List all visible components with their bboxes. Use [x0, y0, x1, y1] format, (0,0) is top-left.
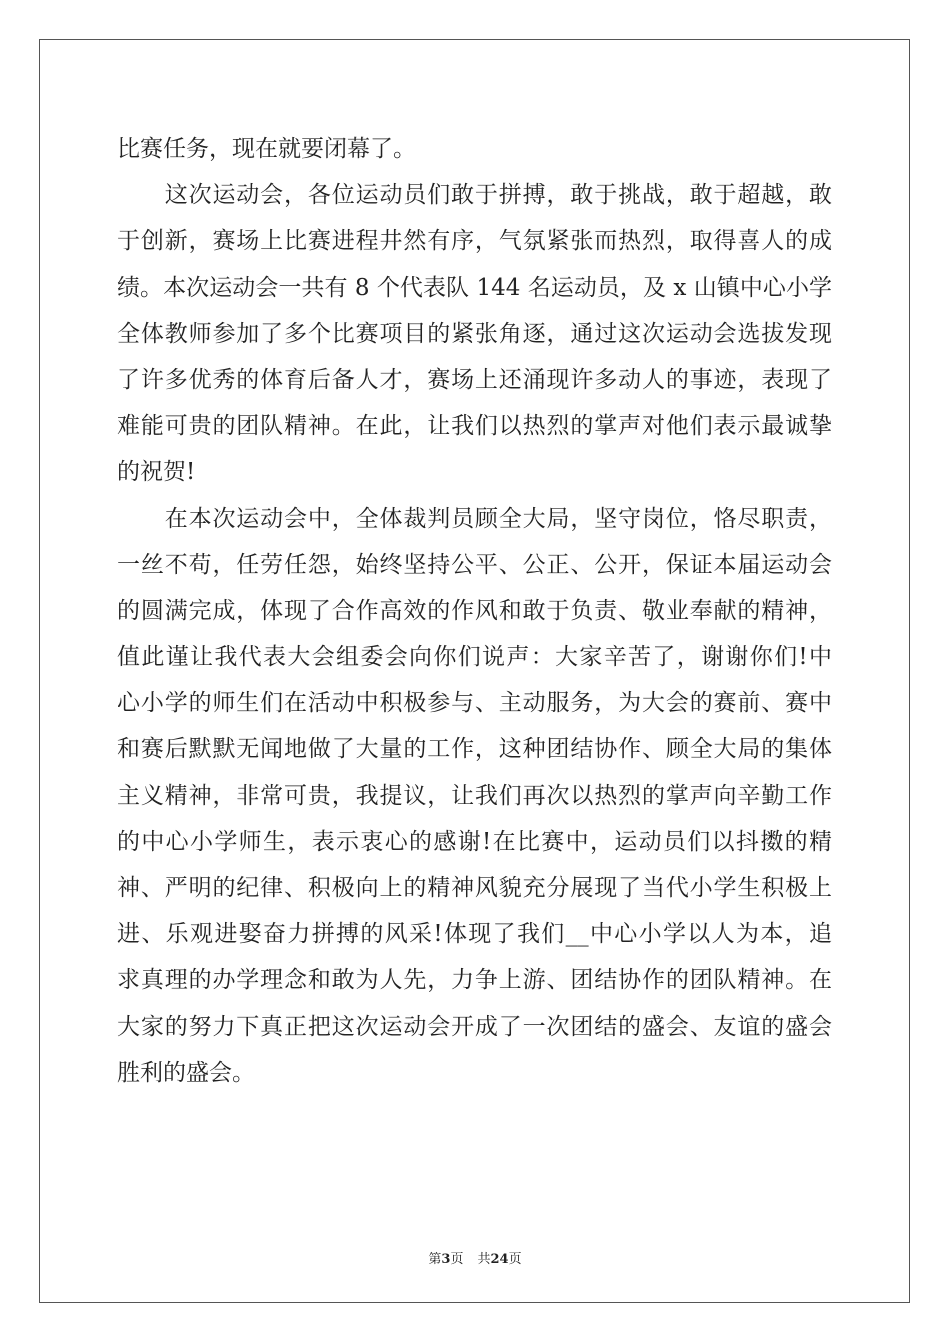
page-prefix: 第	[428, 1252, 442, 1267]
text-line: 在本次运动会中，全体裁判员顾全大局，坚守岗位，恪尽职责，	[117, 505, 832, 532]
text-line: 求真理的办学理念和敢为人先，力争上游、团结协作的团队精神。在	[117, 967, 832, 994]
total-suffix: 页	[508, 1252, 522, 1267]
total-prefix: 共	[477, 1252, 491, 1267]
text-line: 的祝贺!	[117, 459, 196, 486]
page-footer	[0, 1248, 950, 1267]
text-line: 难能可贵的团队精神。在此，让我们以热烈的掌声对他们表示最诚挚	[117, 413, 832, 440]
total-pages: 24	[490, 1252, 509, 1267]
text-line: 这次运动会，各位运动员们敢于拼搏，敢于挑战，敢于超越，敢	[117, 182, 832, 209]
text-line: 的中心小学师生，表示衷心的感谢!在比赛中，运动员们以抖擞的精	[117, 828, 832, 855]
text-line: 比赛任务，现在就要闭幕了。	[117, 136, 416, 162]
text-line: 绩。本次运动会一共有 8 个代表队 144 名运动员，及 x 山镇中心小学	[117, 274, 832, 301]
text-line: 了许多优秀的体育后备人才，赛场上还涌现许多动人的事迹，表现了	[117, 366, 832, 393]
text-line: 神、严明的纪律、积极向上的精神风貌充分展现了当代小学生积极上	[117, 875, 832, 901]
text-line: 值此谨让我代表大会组委会向你们说声：大家辛苦了，谢谢你们!中	[117, 644, 832, 671]
document-body	[117, 126, 832, 1096]
text-line: 胜利的盛会。	[117, 1059, 255, 1086]
text-line: 大家的努力下真正把这次运动会开成了一次团结的盛会、友谊的盛会	[117, 1013, 832, 1040]
text-line: 心小学的师生们在活动中积极参与、主动服务，为大会的赛前、赛中	[117, 690, 832, 717]
text-line: 全体教师参加了多个比赛项目的紧张角逐，通过这次运动会选拔发现	[117, 320, 832, 347]
text-line: 的圆满完成，体现了合作高效的作风和敢于负责、敬业奉献的精神，	[117, 597, 832, 624]
text-line: 一丝不苟，任劳任怨，始终坚持公平、公正、公开，保证本届运动会	[117, 551, 832, 578]
page-number: 3	[441, 1252, 451, 1267]
page-suffix: 页	[450, 1252, 464, 1267]
text-line: 主义精神，非常可贵，我提议，让我们再次以热烈的掌声向辛勤工作	[117, 782, 832, 809]
text-line: 和赛后默默无闻地做了大量的工作，这种团结协作、顾全大局的集体	[117, 736, 832, 763]
text-line: 进、乐观进娶奋力拼搏的风采!体现了我们__中心小学以人为本，追	[117, 921, 832, 948]
text-line: 于创新，赛场上比赛进程井然有序，气氛紧张而热烈，取得喜人的成	[117, 228, 832, 255]
